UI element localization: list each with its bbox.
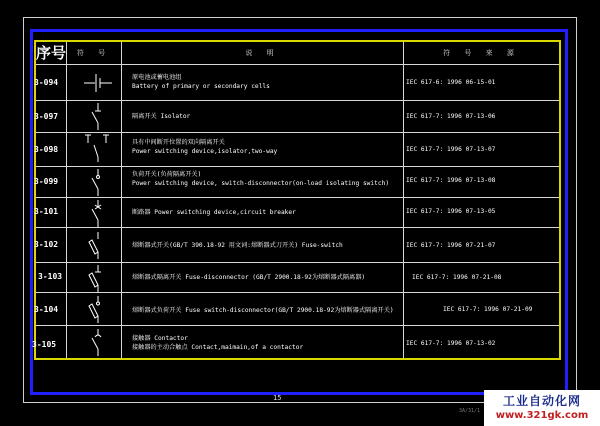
col-divider — [66, 42, 67, 358]
watermark-url: www.321gk.com — [495, 410, 589, 421]
header-source: 符 号 来 源 — [443, 49, 519, 57]
row-source: IEC 617-7: 1996 07-21-08 — [412, 274, 502, 281]
row-description: 熔断器式负荷开关 Fuse switch-disconnector(GB/T 2900.18-92为熔断器式隔离开关) — [132, 307, 394, 314]
row-divider — [36, 325, 559, 326]
row-description-en: 接触器的主动合触点 Contact,maimain,of a contactor — [132, 344, 304, 351]
row-divider — [36, 64, 559, 65]
row-source: IEC 617-7: 1996 07-21-09 — [443, 306, 533, 313]
row-description: 隔离开关 Isolator — [132, 113, 191, 120]
row-description: 接触器 Contactor — [132, 335, 188, 342]
fuse-disconnector-symbol-icon — [78, 263, 118, 293]
row-source: IEC 617-7: 1996 07-13-07 — [406, 146, 496, 153]
row-code: 3-101 — [34, 207, 59, 216]
row-code: 3-103 — [38, 272, 63, 281]
two-way-isolator-symbol-icon — [78, 133, 118, 163]
row-code: 3-105 — [32, 340, 57, 349]
row-description: 负荷开关(负荷隔离开关) — [132, 171, 202, 178]
symbol-table — [32, 42, 559, 358]
isolator-symbol-icon — [78, 101, 118, 131]
row-code: 3-104 — [34, 305, 59, 314]
row-code: 3-094 — [34, 78, 59, 87]
row-source: IEC 617-6: 1996 06-15-01 — [406, 79, 496, 86]
header-index: 序号 — [36, 44, 67, 62]
row-source: IEC 617-7: 1996 07-21-07 — [406, 242, 496, 249]
row-description-en: Power switching device,isolator,two-way — [132, 148, 278, 155]
row-description: 熔断器式开关(GB/T 390.18-92 用文词:熔断器式刀开关) Fuse-switch — [132, 242, 343, 249]
row-source: IEC 617-7: 1996 07-13-06 — [406, 113, 496, 120]
contactor-symbol-icon — [78, 327, 118, 357]
col-divider — [403, 42, 404, 358]
row-description: 断路器 Power switching device,circuit breaker — [132, 209, 296, 216]
circuit-breaker-symbol-icon — [78, 198, 118, 228]
drawing-code-label: 3A/31/1 — [459, 408, 481, 414]
battery-symbol-icon — [78, 68, 118, 98]
row-code: 3-099 — [34, 177, 59, 186]
row-code: 3-102 — [34, 240, 59, 249]
row-description: 具有中间断开位置的双向隔离开关 — [132, 139, 225, 146]
fuse-switch-disconnector-symbol-icon — [78, 294, 118, 324]
switch-disconnector-symbol-icon — [78, 167, 118, 197]
page-number: 15 — [273, 394, 282, 402]
row-description: 熔断器式隔离开关 Fuse-disconnector (GB/T 2900.18-92为熔断器式隔离器) — [132, 274, 366, 281]
header-symbol: 符 号 — [76, 49, 111, 57]
row-description: 原电池或蓄电池组 — [132, 74, 182, 81]
header-description: 说 明 — [245, 49, 279, 57]
col-divider — [121, 42, 122, 358]
row-source: IEC 617-7: 1996 07-13-05 — [406, 208, 496, 215]
fuse-switch-symbol-icon — [78, 230, 118, 260]
row-code: 3-097 — [34, 112, 59, 121]
row-description-en: Power switching device, switch-disconnector(on-load isolating switch) — [132, 180, 390, 187]
watermark-badge — [484, 390, 600, 426]
row-code: 3-098 — [34, 145, 59, 154]
row-description-en: Battery of primary or secondary cells — [132, 83, 270, 90]
row-source: IEC 617-7: 1996 07-13-02 — [406, 340, 496, 347]
row-source: IEC 617-7: 1996 07-13-08 — [406, 177, 496, 184]
watermark-title: 工业自动化网 — [502, 394, 581, 408]
